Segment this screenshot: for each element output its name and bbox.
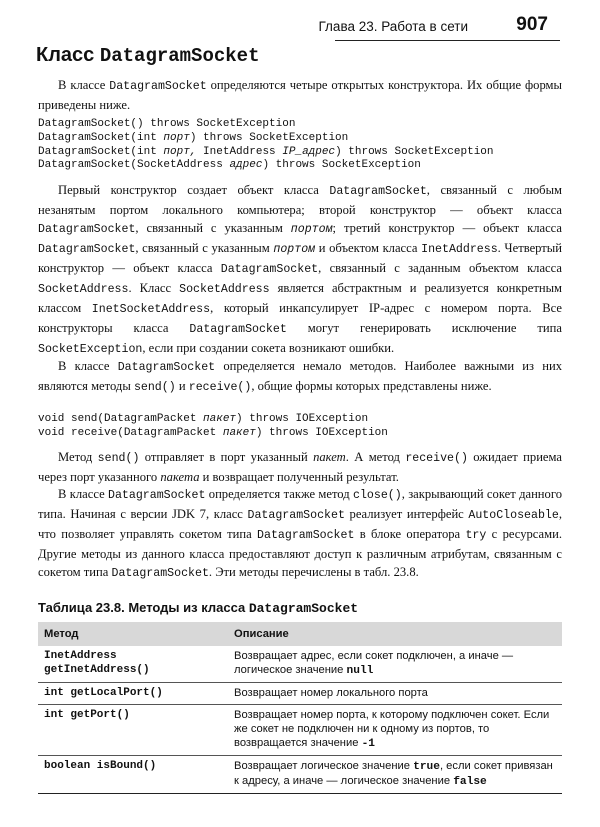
- paragraph-intro: [38, 76, 562, 114]
- code-line: void receive(DatagramPacket пакет) throws IOException: [38, 426, 388, 439]
- chapter-title: Глава 23. Работа в сети: [318, 19, 468, 34]
- text-run: определяются четыре открытых конструктора. Их общие формы приведены ниже.: [38, 78, 562, 112]
- column-header-method: Метод: [38, 622, 228, 646]
- table-title: Таблица 23.8. Методы из класса DatagramSocket: [38, 600, 359, 616]
- description-cell: Возвращает логическое значение true, если сокет привязан к адресу, а иначе — логическое значение false: [228, 756, 562, 794]
- code-line: DatagramSocket() throws SocketException: [38, 118, 296, 130]
- code-line: void send(DatagramPacket пакет) throws IOException: [38, 413, 369, 425]
- constructors-code-block: [38, 118, 568, 173]
- text-run: В классе: [58, 78, 110, 92]
- paragraph-close: В классе DatagramSocket определяется также метод close(), закрывающий сокет данного типа. Начиная с версии JDK 7, класс DatagramSocket реализует интерфейс AutoCloseable, что позволяет управлять сокетом типа DatagramSocket в блоке оператора try с ресурсами. Другие методы из данного класса предоставляют доступ к различным атрибутам, связанным с сокетом типа DatagramSocket. Эти методы перечислены в табл. 23.8.: [38, 487, 562, 580]
- paragraph-constructors: Первый конструктор создает объект класса DatagramSocket, связанный с любым незанятым портом локального компьютера; второй конструктор — объект класса DatagramSocket, связанный с указанным портом; третий конструктор — объект класса DatagramSocket, связанный с указанным портом и объектом класса InetAddress. Четвертый конструктор — объект класса DatagramSocket, связанный с заданным объектом класса SocketAddress. Класс SocketAddress является абстрактным и реализуется конкретным классом InetSocketAddress, который инкапсулирует IP-адрес с номером порта. Все конструкторы класса DatagramSocket могут генерировать исключение типа SocketException, если при создании сокета возникают ошибки.: [38, 183, 563, 356]
- header-rule: [335, 40, 560, 41]
- running-head: [0, 14, 560, 38]
- section-title-prefix: Класс: [36, 44, 95, 66]
- paragraph-send-receive: Метод send() отправляет в порт указанный пакет. А метод receive() ожидает приема через порт указанного пакета и возвращает полученный результат.: [38, 450, 562, 484]
- section-heading: [36, 44, 259, 67]
- page-number: 907: [516, 14, 548, 35]
- table-row: [38, 705, 562, 756]
- table-row: [38, 646, 562, 683]
- send-receive-code-block: [38, 413, 568, 441]
- column-header-description: Описание: [228, 622, 562, 646]
- paragraph-methods: В классе DatagramSocket определяется немало методов. Наиболее важными из них являются методы send() и receive(), общие формы которых представлены ниже.: [38, 359, 562, 394]
- description-cell: Возвращает адрес, если сокет подключен, а иначе — логическое значение null: [228, 646, 562, 683]
- section-title-code: DatagramSocket: [99, 45, 260, 67]
- code-line: DatagramSocket(SocketAddress адрес) throws SocketException: [38, 159, 421, 172]
- code-line: DatagramSocket(int порт) throws SocketException: [38, 131, 349, 144]
- method-cell: int getPort(): [38, 705, 228, 756]
- table-row: [38, 756, 562, 794]
- code-line: DatagramSocket(int порт, InetAddress IP_адрес) throws SocketException: [38, 145, 494, 158]
- table-row: [38, 683, 562, 705]
- methods-table: [38, 622, 562, 794]
- method-cell: int getLocalPort(): [38, 683, 228, 705]
- table-header-row: [38, 622, 562, 646]
- code-run: DatagramSocket: [109, 80, 207, 93]
- description-cell: Возвращает номер локального порта: [228, 683, 562, 705]
- method-cell: boolean isBound(): [38, 756, 228, 794]
- method-cell: InetAddress getInetAddress(): [38, 646, 228, 683]
- description-cell: Возвращает номер порта, к которому подключен сокет. Если же сокет не подключен ни к одному из портов, то возвращается значение -1: [228, 705, 562, 756]
